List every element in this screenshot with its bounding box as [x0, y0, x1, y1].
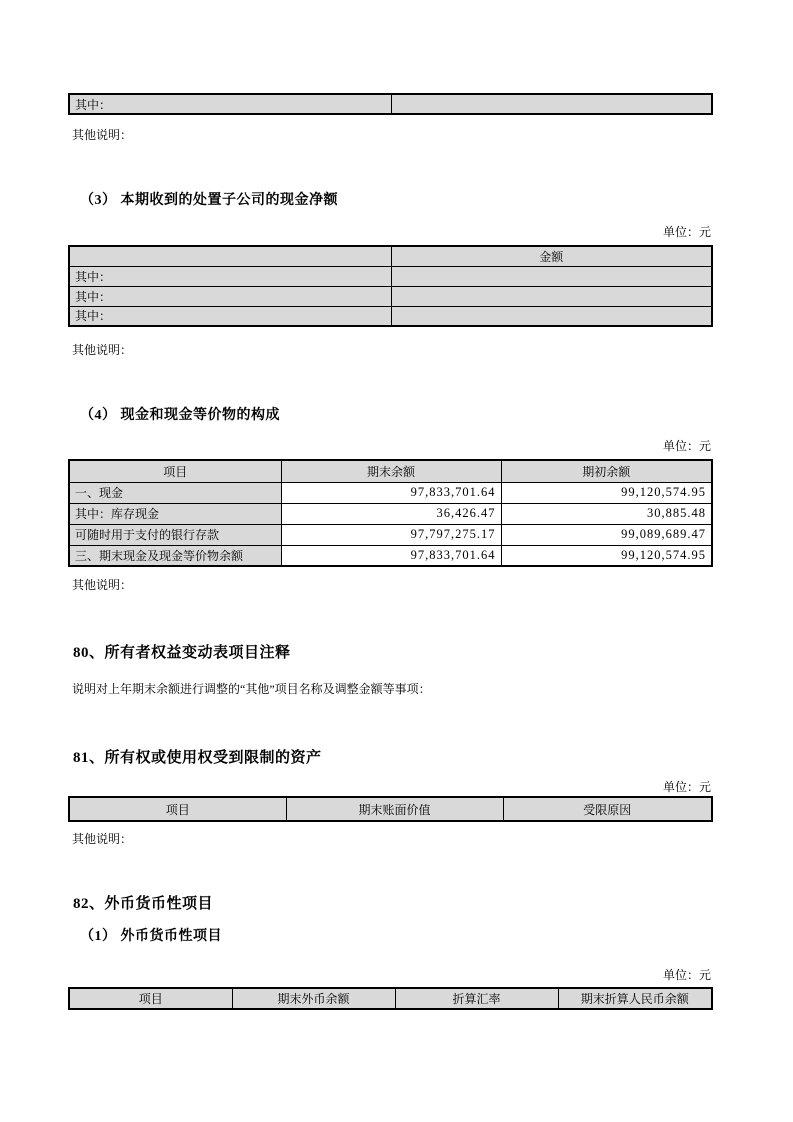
row-item: 其中：库存现金 [69, 503, 281, 524]
section81-unit-label: 单位：元 [662, 780, 711, 794]
section80-heading: 80、所有者权益变动表项目注释 [73, 645, 291, 661]
section82-unit-label: 单位：元 [662, 968, 711, 982]
row-value [391, 266, 712, 286]
section4-heading: （4） 现金和现金等价物的构成 [80, 408, 280, 423]
carryover-table [68, 93, 713, 115]
table-row [69, 306, 712, 326]
header-cell-item: 项目 [69, 797, 286, 821]
header-cell-amount: 金额 [391, 246, 712, 266]
section4-unit-label: 单位：元 [662, 439, 711, 453]
row-value [391, 306, 712, 326]
header-cell-beginning: 期初余额 [501, 460, 712, 482]
section80-description: 说明对上年期末余额进行调整的“其他”项目名称及调整金额等事项： [72, 682, 431, 696]
carryover-row-label: 其中： [69, 94, 391, 114]
table-header-row [69, 797, 712, 821]
section3-unit-label: 单位：元 [662, 225, 711, 239]
table-row [69, 503, 712, 524]
carryover-row-value [391, 94, 712, 114]
header-cell-item [69, 246, 391, 266]
row-beginning-value: 99,089,689.47 [501, 524, 712, 545]
row-ending-value: 97,833,701.64 [281, 482, 501, 503]
table-header-row [69, 988, 712, 1009]
row-beginning-value: 99,120,574.95 [501, 482, 712, 503]
table-row [69, 266, 712, 286]
table-row [69, 482, 712, 503]
row-ending-value: 36,426.47 [281, 503, 501, 524]
row-label: 其中： [69, 306, 391, 326]
header-cell-item: 项目 [69, 460, 281, 482]
row-ending-value: 97,797,275.17 [281, 524, 501, 545]
foreign-currency-table [68, 987, 713, 1010]
other-note-label: 其他说明： [72, 343, 133, 357]
section82-subheading: （1） 外币货币性项目 [80, 929, 222, 944]
table-row [69, 524, 712, 545]
table-row [69, 286, 712, 306]
row-item: 可随时用于支付的银行存款 [69, 524, 281, 545]
other-note-label: 其他说明： [72, 578, 133, 592]
row-label: 其中： [69, 266, 391, 286]
row-ending-value: 97,833,701.64 [281, 545, 501, 566]
header-cell-ending: 期末余额 [281, 460, 501, 482]
section3-table [68, 245, 713, 327]
table-row [69, 545, 712, 566]
other-note-label: 其他说明： [72, 128, 133, 142]
table-header-row [69, 460, 712, 482]
section82-heading: 82、外币货币性项目 [73, 896, 214, 912]
row-item: 一、现金 [69, 482, 281, 503]
section3-heading: （3） 本期收到的处置子公司的现金净额 [80, 193, 338, 208]
row-label: 其中： [69, 286, 391, 306]
section81-heading: 81、所有权或使用权受到限制的资产 [73, 750, 322, 766]
table-header-row [69, 246, 712, 266]
row-beginning-value: 99,120,574.95 [501, 545, 712, 566]
restricted-assets-table [68, 796, 713, 822]
row-beginning-value: 30,885.48 [501, 503, 712, 524]
header-cell-reason: 受限原因 [503, 797, 712, 821]
header-cell-rmb-balance: 期末折算人民币余额 [558, 988, 712, 1009]
header-cell-book-value: 期末账面价值 [286, 797, 503, 821]
header-cell-item: 项目 [69, 988, 232, 1009]
cash-equivalents-table [68, 459, 713, 567]
row-item: 三、期末现金及现金等价物余额 [69, 545, 281, 566]
header-cell-rate: 折算汇率 [395, 988, 558, 1009]
header-cell-foreign-balance: 期末外币余额 [232, 988, 395, 1009]
other-note-label: 其他说明： [72, 832, 133, 846]
row-value [391, 286, 712, 306]
table-row [69, 94, 712, 114]
